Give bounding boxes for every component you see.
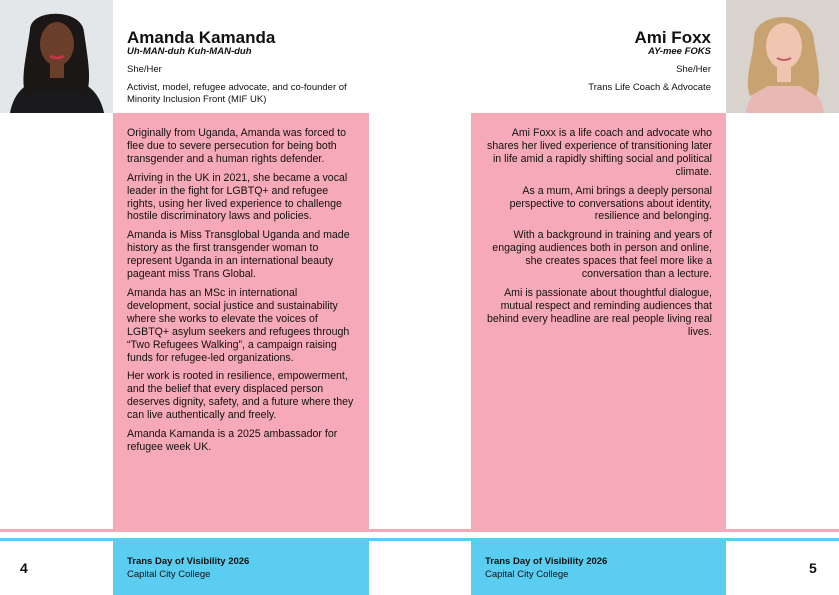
left-bio [127, 127, 359, 460]
right-pronouns: She/Her [676, 64, 711, 75]
right-bio [483, 127, 712, 345]
amanda-kamanda-photo [0, 0, 113, 113]
portrait-image [0, 0, 113, 113]
footer-venue: Capital City College [127, 569, 211, 580]
footer-event: Trans Day of Visibility 2026 [127, 556, 250, 567]
bio-paragraph: Amanda is Miss Transglobal Uganda and made history as the first transgender woman to represent Uganda in an international beauty pageant miss Trans Global. [127, 229, 350, 281]
bio-paragraph: Arriving in the UK in 2021, she became a vocal leader in the fight for LGBTQ+ and refugee rights, using her lived experience to challenge hostile discriminatory laws and policies. [127, 171, 348, 223]
left-pronunciation: Uh-MAN-duh Kuh-MAN-duh [127, 46, 252, 57]
bio-paragraph: Amanda Kamanda is a 2025 ambassador for refugee week UK. [127, 428, 338, 453]
bio-paragraph: Originally from Uganda, Amanda was forced to flee due to severe persecution for being both transgender and a human rights defender. [127, 127, 347, 165]
bio-paragraph: With a background in training and years of engaging audiences both in person and online, she creates spaces that feel more like a conversation than a lecture. [492, 229, 712, 281]
right-role: Trans Life Coach & Advocate [588, 82, 711, 93]
ami-foxx-photo [726, 0, 839, 113]
footer-venue: Capital City College [485, 569, 569, 580]
footer-event: Trans Day of Visibility 2026 [485, 556, 608, 567]
right-name: Ami Foxx [634, 28, 711, 47]
left-name: Amanda Kamanda [127, 28, 276, 47]
left-role: Activist, model, refugee advocate, and co-founder of Minority Inclusion Front (MIF UK) [127, 82, 347, 105]
bio-paragraph: Amanda has an MSc in international development, social justice and sustainability where she works to elevate the voices of LGBTQ+ asylum seekers and refugees through “Two Refugees Walking”, a campaign raising funds for refugee-led organizations. [127, 286, 350, 364]
right-pronunciation: AY-mee FOKS [648, 46, 711, 57]
portrait-image [726, 0, 839, 113]
bio-paragraph: Ami is passionate about thoughtful dialogue, mutual respect and reminding audiences that behind every headline are real people living real lives. [487, 286, 712, 338]
bio-paragraph: Ami Foxx is a life coach and advocate who shares her lived experience of transitioning later in life amid a rapidly shifting social and political climate. [487, 127, 712, 178]
page-number-right: 5 [809, 560, 817, 576]
left-pronouns: She/Her [127, 64, 162, 75]
left-footer-box [113, 541, 369, 595]
right-footer-box [471, 541, 726, 595]
bio-paragraph: Her work is rooted in resilience, empowerment, and the belief that every displaced person deserves dignity, safety, and a future where they can live authentically and freely. [127, 370, 354, 422]
page-number-left: 4 [20, 560, 28, 576]
bio-paragraph: As a mum, Ami brings a deeply personal perspective to conversations about identity, resilience and belonging. [509, 184, 712, 223]
